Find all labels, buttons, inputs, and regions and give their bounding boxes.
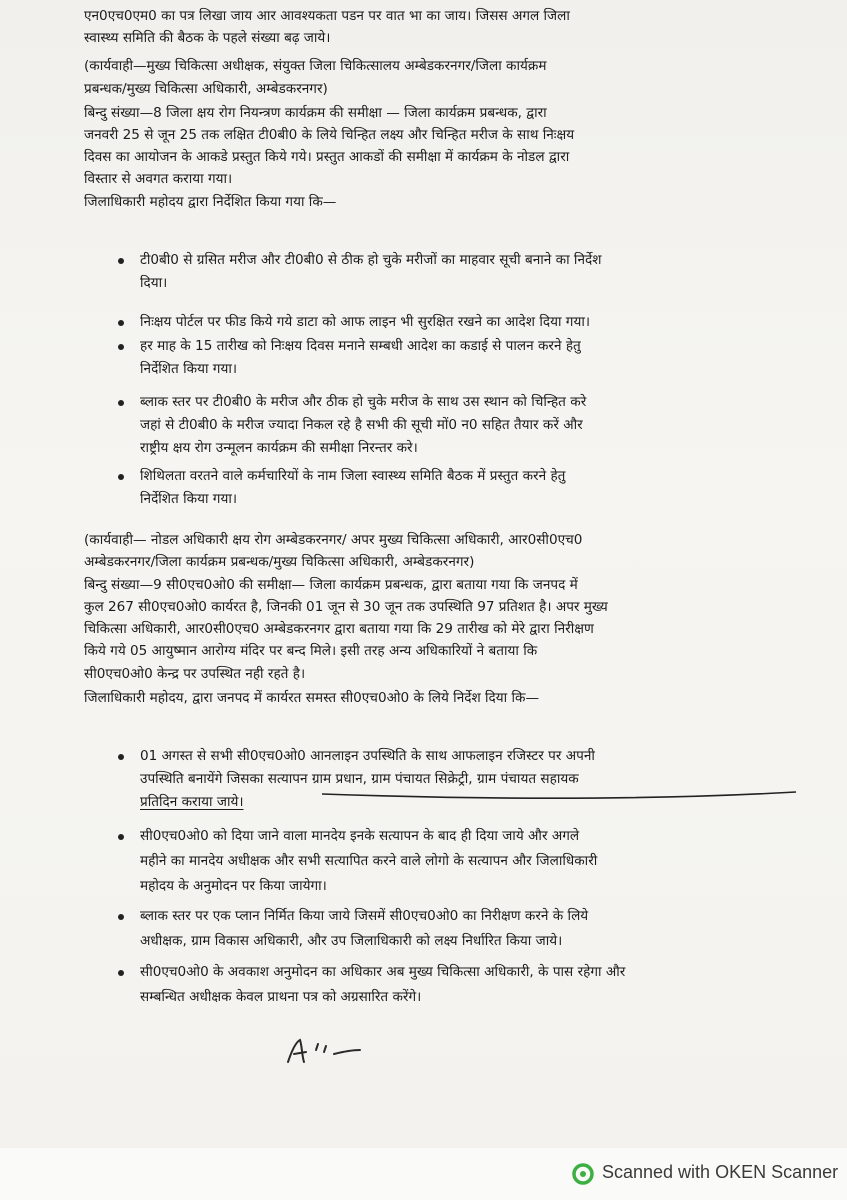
bullet-line: टी0बी0 से ग्रसित मरीज और टी0बी0 से ठीक हो चुके मरीजों का माहवार सूची बनाने का निर्देश	[140, 252, 602, 268]
text-line: (कार्यवाही—मुख्य चिकित्सा अधीक्षक, संयुक्त जिला चिकित्सालय अम्बेडकरनगर/जिला कार्यक्रम	[84, 58, 547, 75]
bullet-line: ब्लाक स्तर पर एक प्लान निर्मित किया जाये जिसमें सी0एच0ओ0 का निरीक्षण करने के लिये	[140, 908, 589, 924]
text-line: (कार्यवाही— नोडल अधिकारी क्षय रोग अम्बेडकरनगर/ अपर मुख्य चिकित्सा अधिकारी, आर0सी0एच0	[84, 532, 583, 548]
bullet-dot	[118, 834, 124, 840]
text-line: अम्बेडकरनगर/जिला कार्यक्रम प्रबन्धक/मुख्य चिकित्सा अधिकारी, अम्बेडकरनगर)	[84, 554, 475, 571]
handwritten-underline	[320, 788, 800, 808]
text-line: विस्तार से अवगत कराया गया।	[84, 171, 233, 188]
bullet-line: निर्देशित किया गया।	[140, 491, 238, 507]
signature	[282, 1030, 362, 1070]
text-line: बिन्दु संख्या—9 सी0एच0ओ0 की समीक्षा— जिला कार्यक्रम प्रबन्धक, द्वारा बताया गया कि जनपद में	[84, 576, 578, 593]
bullet-line: निःक्षय पोर्टल पर फीड किये गये डाटा को आफ लाइन भी सुरक्षित रखने का आदेश दिया गया।	[140, 314, 591, 330]
bullet-dot	[118, 400, 124, 406]
text-line: जिलाधिकारी महोदय, द्वारा जनपद में कार्यरत समस्त सी0एच0ओ0 के लिये निर्देश दिया कि—	[84, 690, 540, 707]
bullet-line: निर्देशित किया गया।	[140, 361, 238, 377]
scanner-watermark-label: Scanned with OKEN Scanner	[602, 1162, 839, 1182]
bullet-line: हर माह के 15 तारीख को निःक्षय दिवस मनाने सम्बधी आदेश का कडाई से पालन करने हेतु	[140, 338, 581, 354]
text-line: किये गये 05 आयुष्मान आरोग्य मंदिर पर बन्द मिले। इसी तरह अन्य अधिकारियों ने बताया कि	[84, 643, 538, 660]
text-line: प्रबन्धक/मुख्य चिकित्सा अधिकारी, अम्बेडकरनगर)	[84, 80, 328, 97]
bullet-line: शिथिलता वरतने वाले कर्मचारियों के नाम जिला स्वास्थ्य समिति बैठक में प्रस्तुत करने हेतु	[140, 468, 566, 484]
bullet-line: 01 अगस्त से सभी सी0एच0ओ0 आनलाइन उपस्थिति के साथ आफलाइन रजिस्टर पर अपनी	[140, 748, 595, 764]
bullet-line: ब्लाक स्तर पर टी0बी0 के मरीज और ठीक हो चुके मरीज के साथ उस स्थान को चिन्हित करे	[140, 394, 587, 410]
text-line: बिन्दु संख्या—8 जिला क्षय रोग नियन्त्रण कार्यक्रम की समीक्षा — जिला कार्यक्रम प्रबन्धक, द्वारा	[84, 104, 547, 121]
bullet-line: प्रतिदिन कराया जाये।	[140, 794, 244, 810]
bullet-dot	[118, 320, 124, 326]
bullet-dot	[118, 474, 124, 480]
top-text-block	[84, 6, 803, 212]
text-line: स्वास्थ्य समिति की बैठक के पहले संख्या बढ़ जाये।	[84, 30, 331, 47]
scanner-footer	[0, 1148, 847, 1200]
text-line: दिवस का आयोजन के आकडे प्रस्तुत किये गये। प्रस्तुत आकडों की समीक्षा में कार्यक्रम के नोडल द्वारा	[84, 149, 570, 166]
bullet-dot	[118, 970, 124, 976]
bullet-line: अधीक्षक, ग्राम विकास अधिकारी, और उप जिलाधिकारी को लक्ष्य निर्धारित किया जाये।	[140, 933, 563, 949]
text-line: चिकित्सा अधिकारी, आर0सी0एच0 अम्बेडकरनगर द्वारा बताया गया कि 29 तारीख को मेरे द्वारा निरीक्षण	[84, 621, 594, 638]
bullet-line: जहां से टी0बी0 के मरीज ज्यादा निकल रहे है सभी की सूची मों0 न0 सहित तैयार करें और	[140, 417, 583, 433]
bullet-line: राष्ट्रीय क्षय रोग उन्मूलन कार्यक्रम की समीक्षा निरन्तर करे।	[140, 440, 418, 456]
bullet-line: उपस्थिति बनायेंगे जिसका सत्यापन ग्राम प्रधान, ग्राम पंचायत सिक्रेट्री, ग्राम पंचायत सहायक	[140, 771, 579, 787]
bullet-dot	[118, 914, 124, 920]
bullet-line: दिया।	[140, 275, 168, 291]
oken-scanner-logo-icon	[572, 1163, 594, 1185]
bullet-line: सी0एच0ओ0 को दिया जाने वाला मानदेय इनके सत्यापन के बाद ही दिया जाये और अगले	[140, 828, 580, 844]
bullet-dot	[118, 754, 124, 760]
bullet-line: महीने का मानदेय अधीक्षक और सभी सत्यापित करने वाले लोगो के सत्यापन और जिलाधिकारी	[140, 853, 598, 869]
bullet-line: सम्बन्धित अधीक्षक केवल प्राथना पत्र को अग्रसारित करेंगे।	[140, 989, 422, 1005]
bullet-line: महोदय के अनुमोदन पर किया जायेगा।	[140, 878, 327, 894]
bullet-dot	[118, 258, 124, 264]
text-line: जिलाधिकारी महोदय द्वारा निर्देशित किया गया कि—	[84, 193, 337, 210]
bullet-dot	[118, 344, 124, 350]
text-line: कुल 267 सी0एच0ओ0 कार्यरत है, जिनकी 01 जून से 30 जून तक उपस्थिति 97 प्रतिशत है। अपर मुख्य	[84, 598, 608, 615]
middle-text-block	[84, 530, 803, 708]
bullet-line: सी0एच0ओ0 के अवकाश अनुमोदन का अधिकार अब मुख्य चिकित्सा अधिकारी, के पास रहेगा और	[140, 964, 626, 980]
text-line: जनवरी 25 से जून 25 तक लक्षित टी0बी0 के लिये चिन्हित लक्ष्य और चिन्हित मरीज के साथ निःक्षय	[84, 127, 575, 144]
text-line: एन0एच0एम0 का पत्र लिखा जाय आर आवश्यकता पडन पर वात भा का जाय। जिसस अगल जिला	[84, 8, 570, 24]
text-line: सी0एच0ओ0 केन्द्र पर उपस्थित नही रहते है।	[84, 665, 306, 682]
